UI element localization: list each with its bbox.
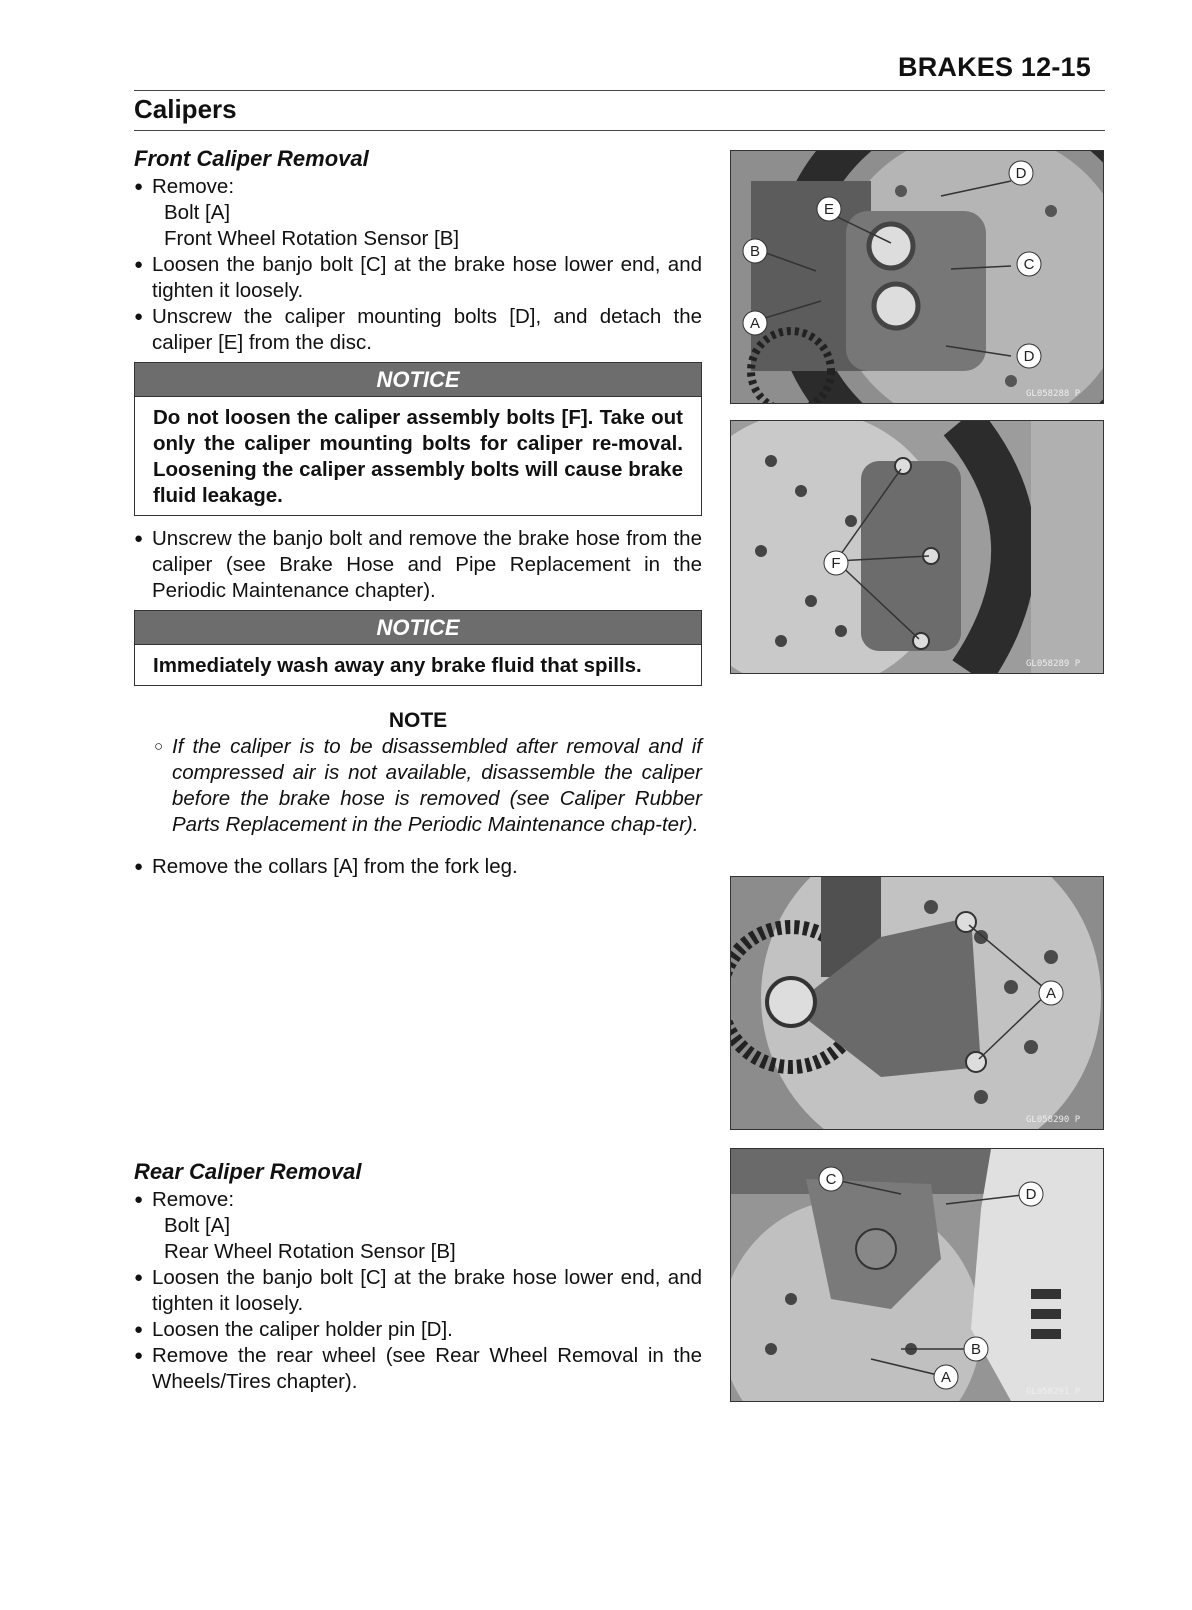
callout-label: D — [1023, 348, 1035, 365]
callout-label: D — [1025, 1186, 1037, 1203]
callout-label: E — [823, 201, 835, 218]
photo-code: GL058289 P — [1026, 659, 1081, 669]
bullet-icon: ● — [134, 308, 144, 325]
callout-label: A — [940, 1369, 952, 1386]
bullet-item: ● Remove the rear wheel (see Rear Wheel Removal in the Wheels/Tires chapter). — [134, 1344, 702, 1393]
callout-label: A — [749, 315, 761, 332]
note-title: NOTE — [388, 709, 448, 732]
front-caliper-section — [134, 146, 702, 880]
section-rule — [134, 130, 1105, 131]
notice-text: Immediately wash away any brake fluid that spills. — [153, 654, 642, 677]
section-title: Calipers — [134, 94, 237, 124]
callout-label: F — [831, 555, 841, 572]
bullet-icon: ● — [134, 256, 144, 273]
page-header-title: BRAKES 12-15 — [898, 52, 1091, 82]
bullet-item: ● Remove: — [134, 175, 235, 198]
bullet-icon: ● — [134, 1347, 144, 1364]
bullet-item: ● Unscrew the banjo bolt and remove the brake hose from the caliper (see Brake Hose and Pipe Replacement in the Periodic Maintenance chapter). — [134, 527, 702, 602]
bullet-icon: ● — [134, 178, 144, 195]
bullet-item: ● Remove the collars [A] from the fork leg. — [134, 855, 518, 878]
front-caliper-photo — [730, 150, 1104, 404]
sub-item: Bolt [A] — [164, 1214, 231, 1237]
sub-item: Front Wheel Rotation Sensor [B] — [164, 227, 460, 250]
photo-code: GL058288 P — [1026, 389, 1081, 399]
bullet-item: ● Loosen the caliper holder pin [D]. — [134, 1318, 453, 1341]
bullet-icon: ● — [134, 858, 144, 875]
caliper-assembly-photo — [730, 420, 1104, 674]
callout-label: B — [970, 1341, 982, 1358]
header-rule — [134, 90, 1105, 91]
photo-code: GL058290 P — [1026, 1115, 1081, 1125]
front-caliper-heading: Front Caliper Removal — [134, 146, 369, 171]
notice-title: NOTICE — [135, 363, 701, 397]
rear-caliper-photo — [730, 1148, 1104, 1402]
bullet-item: ● Remove: — [134, 1188, 235, 1211]
notice-text: Do not loosen the caliper assembly bolts [F]. Take out only the caliper mounting bolts for caliper re-moval. Loosening the caliper assembly bolts will cause brake fluid leakage. — [153, 406, 683, 507]
sub-item: Rear Wheel Rotation Sensor [B] — [164, 1240, 456, 1263]
bullet-icon: ● — [134, 1321, 144, 1338]
fork-collars-photo — [730, 876, 1104, 1130]
bullet-item: ● Unscrew the caliper mounting bolts [D], and detach the caliper [E] from the disc. — [134, 305, 702, 354]
photo-code: GL058291 P — [1026, 1387, 1081, 1397]
bullet-icon: ● — [134, 1191, 144, 1208]
note-item: ○ If the caliper is to be disassembled after removal and if compressed air is not available, disassemble the caliper before the brake hose is removed (see Caliper Rubber Parts Replacement in the Periodic Maintenance chap-ter). — [154, 735, 702, 836]
callout-label: C — [1023, 256, 1035, 273]
notice-title: NOTICE — [135, 611, 701, 645]
callout-label: B — [749, 243, 761, 260]
bullet-icon: ● — [134, 530, 144, 547]
sub-item: Bolt [A] — [164, 201, 231, 224]
circle-bullet-icon: ○ — [154, 738, 164, 755]
callout-label: D — [1015, 165, 1027, 182]
callout-label: C — [825, 1171, 837, 1188]
bullet-item: ● Loosen the banjo bolt [C] at the brake hose lower end, and tighten it loosely. — [134, 1266, 702, 1315]
notice-box — [134, 362, 702, 516]
notice-box — [134, 610, 702, 686]
rear-caliper-section — [134, 1159, 702, 1395]
rear-caliper-heading: Rear Caliper Removal — [134, 1159, 362, 1184]
bullet-icon: ● — [134, 1269, 144, 1286]
callout-label: A — [1045, 985, 1057, 1002]
bullet-item: ● Loosen the banjo bolt [C] at the brake hose lower end, and tighten it loosely. — [134, 253, 702, 302]
